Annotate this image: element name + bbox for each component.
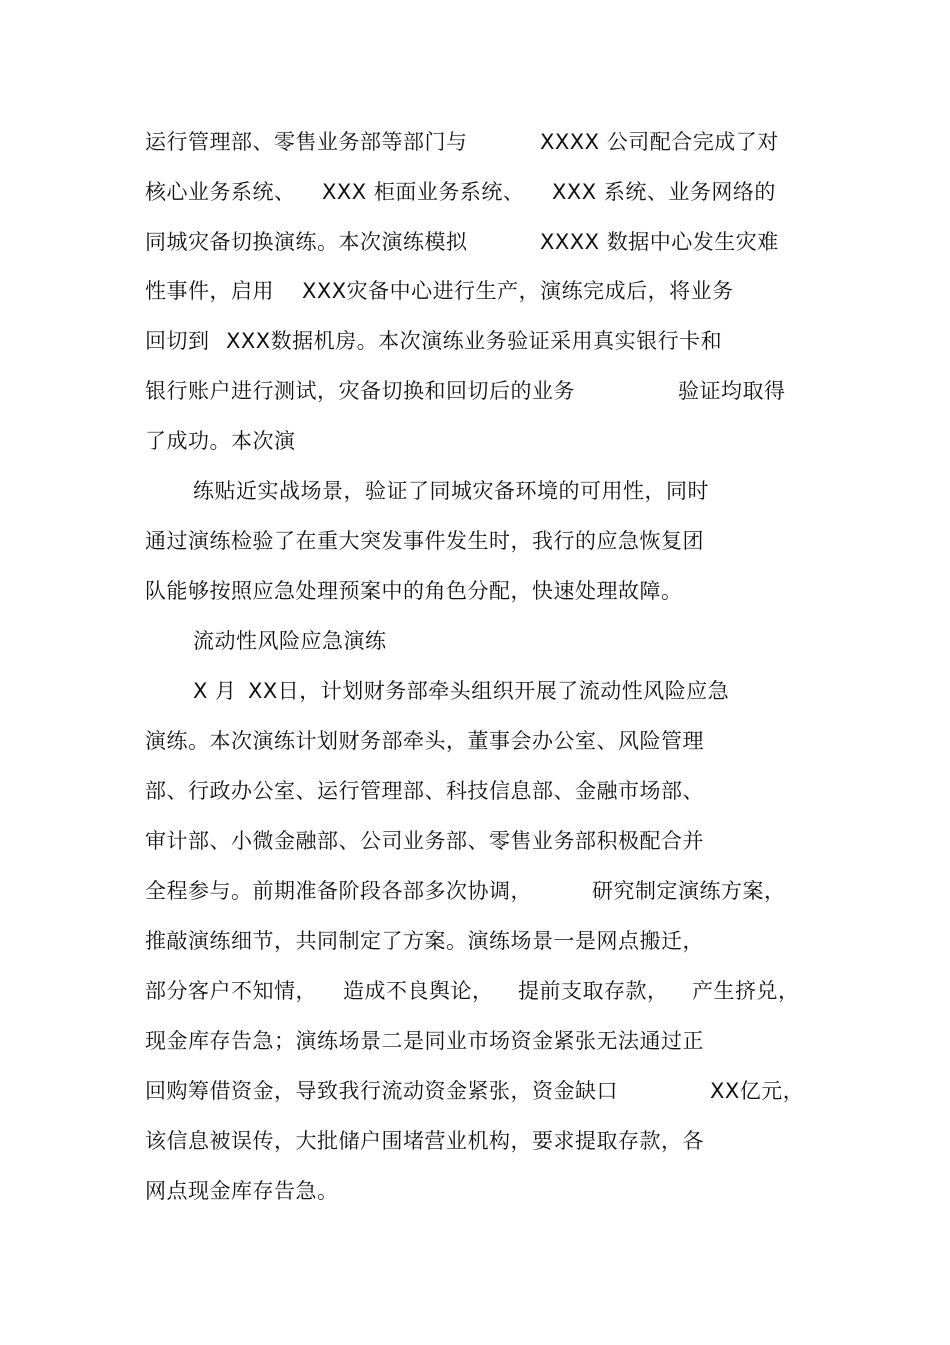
text-segment: 部、行政办公室、运行管理部、科技信息部、金融市场部、 bbox=[145, 779, 704, 803]
paragraph-2-line-3 bbox=[0, 574, 683, 608]
section-heading bbox=[0, 624, 387, 658]
text-segment: XX日，计划财务部牵头组织开展了流动性风险应急 bbox=[248, 679, 730, 703]
paragraph-3-line-9 bbox=[0, 1074, 805, 1108]
text-segment: XXXX 公司配合完成了对 bbox=[540, 130, 779, 154]
text-segment: 运行管理部、零售业务部等部门与 bbox=[145, 130, 468, 154]
text-segment: 通过演练检验了在重大突发事件发生时，我行的应急恢复团 bbox=[145, 529, 704, 553]
text-segment: 审计部、小微金融部、公司业务部、零售业务部积极配合并 bbox=[145, 829, 704, 853]
text-segment: XX亿元， bbox=[710, 1079, 805, 1103]
paragraph-3-line-2 bbox=[0, 724, 704, 758]
text-segment: XXXX 数据中心发生灾难 bbox=[540, 230, 779, 254]
paragraph-3-line-1 bbox=[0, 674, 730, 708]
text-segment: X 月 bbox=[193, 679, 237, 703]
text-segment: 核心业务系统、 bbox=[145, 180, 296, 204]
paragraph-1-line-1 bbox=[0, 125, 779, 159]
text-segment: 性事件，启用 bbox=[145, 279, 274, 303]
paragraph-1-line-4 bbox=[0, 274, 734, 308]
text-segment: 银行账户进行测试，灾备切换和回切后的业务 bbox=[145, 379, 575, 403]
text-segment: 该信息被误传，大批储户围堵营业机构，要求提取存款，各 bbox=[145, 1129, 704, 1153]
paragraph-1-line-3 bbox=[0, 225, 779, 259]
text-segment: 了成功。本次演 bbox=[145, 429, 296, 453]
text-segment: 网点现金库存告急。 bbox=[145, 1179, 339, 1203]
text-segment: 推敲演练细节，共同制定了方案。演练场景一是网点搬迁， bbox=[145, 929, 704, 953]
text-segment: 同城灾备切换演练。本次演练模拟 bbox=[145, 230, 468, 254]
paragraph-1-line-6 bbox=[0, 374, 786, 408]
text-segment: 回购筹借资金，导致我行流动资金紧张，资金缺口 bbox=[145, 1079, 618, 1103]
text-segment: XXX 系统、业务网络的 bbox=[552, 180, 776, 204]
paragraph-3-line-7 bbox=[0, 974, 800, 1008]
paragraph-3-line-4 bbox=[0, 824, 704, 858]
text-segment: 练贴近实战场景，验证了同城灾备环境的可用性，同时 bbox=[193, 479, 709, 503]
text-segment: 演练。本次演练计划财务部牵头，董事会办公室、风险管理 bbox=[145, 729, 704, 753]
paragraph-3-line-10 bbox=[0, 1124, 704, 1158]
text-segment: 提前支取存款， bbox=[518, 979, 669, 1003]
paragraph-3-line-8 bbox=[0, 1024, 704, 1058]
paragraph-1-line-5 bbox=[0, 324, 723, 358]
text-segment: 产生挤兑， bbox=[692, 979, 800, 1003]
text-segment: XXX灾备中心进行生产，演练完成后，将业务 bbox=[302, 279, 734, 303]
text-segment: 队能够按照应急处理预案中的角色分配，快速处理故障。 bbox=[145, 579, 683, 603]
text-segment: 研究制定演练方案， bbox=[592, 879, 786, 903]
text-segment: 造成不良舆论， bbox=[343, 979, 494, 1003]
paragraph-1-line-2 bbox=[0, 175, 776, 209]
paragraph-2-line-2 bbox=[0, 524, 704, 558]
text-segment: 回切到 bbox=[145, 329, 210, 353]
heading-text: 流动性风险应急演练 bbox=[193, 629, 387, 653]
text-segment: 现金库存告急；演练场景二是同业市场资金紧张无法通过正 bbox=[145, 1029, 704, 1053]
paragraph-3-line-5 bbox=[0, 874, 786, 908]
paragraph-2-line-1 bbox=[0, 474, 709, 508]
paragraph-1-line-7 bbox=[0, 424, 296, 458]
paragraph-3-line-6 bbox=[0, 924, 704, 958]
text-segment: XXX 柜面业务系统、 bbox=[322, 180, 525, 204]
text-segment: XXX数据机房。本次演练业务验证采用真实银行卡和 bbox=[226, 329, 723, 353]
paragraph-3-line-3 bbox=[0, 774, 704, 808]
text-segment: 全程参与。前期准备阶段各部多次协调， bbox=[145, 879, 532, 903]
text-segment: 验证均取得 bbox=[678, 379, 786, 403]
text-segment: 部分客户不知情， bbox=[145, 979, 317, 1003]
paragraph-3-line-11 bbox=[0, 1174, 339, 1208]
